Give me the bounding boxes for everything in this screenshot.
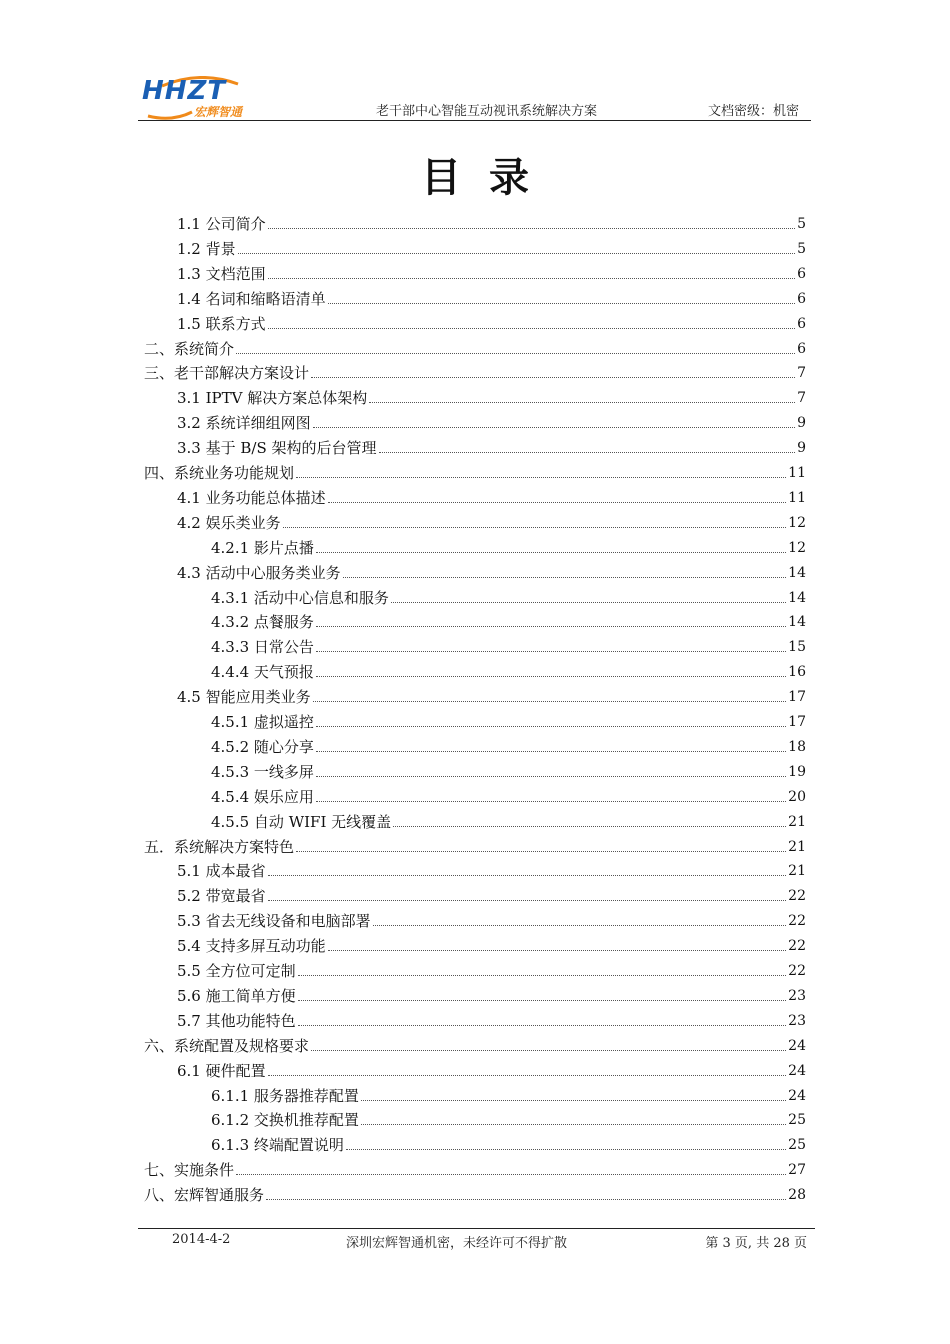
toc-entry[interactable] [144, 334, 806, 358]
toc-entry-label: 1.1 公司简介 [177, 215, 266, 233]
toc-entry[interactable] [177, 483, 806, 507]
toc-entry[interactable] [177, 956, 806, 980]
toc-entry[interactable] [211, 583, 806, 607]
toc-entry-label: 5.4 支持多屏互动功能 [177, 937, 326, 956]
toc-leader-dots [298, 975, 787, 976]
toc-entry-label: 3.1 IPTV 解决方案总体架构 [177, 389, 368, 408]
toc-entry-page: 14 [788, 589, 806, 606]
toc-leader-dots [268, 228, 795, 229]
toc-entry[interactable] [211, 807, 806, 831]
toc-entry[interactable] [144, 832, 806, 856]
toc-entry[interactable] [211, 1081, 806, 1105]
toc-entry-page: 16 [788, 664, 806, 681]
toc-entry-label: 四、系统业务功能规划 [144, 464, 295, 482]
toc-entry[interactable] [177, 1006, 806, 1030]
toc-entry-page: 7 [797, 365, 806, 382]
toc-leader-dots [393, 826, 786, 827]
toc-entry-page: 12 [788, 514, 806, 531]
footer-date: 2014-4-2 [172, 1232, 231, 1247]
toc-leader-dots [266, 1199, 786, 1200]
toc-entry[interactable] [211, 607, 806, 631]
toc-entry-page: 27 [788, 1162, 806, 1179]
toc-entry-label: 5.1 成本最省 [177, 862, 266, 881]
toc-leader-dots [361, 1100, 786, 1101]
toc-entry[interactable] [177, 881, 806, 905]
toc-leader-dots [316, 651, 786, 652]
toc-entry-label: 4.5.2 随心分享 [211, 737, 314, 756]
footer-confidential: 深圳宏辉智通机密，未经许可不得扩散 [346, 1236, 568, 1251]
toc-entry[interactable] [144, 1031, 806, 1055]
toc-entry-page: 21 [788, 813, 806, 830]
toc-leader-dots [313, 701, 787, 702]
page-header [138, 70, 811, 121]
toc-entry-label: 1.5 联系方式 [177, 314, 266, 333]
toc-entry-page: 21 [788, 838, 806, 855]
toc-leader-dots [296, 477, 786, 478]
toc-leader-dots [328, 303, 795, 304]
toc-entry[interactable] [211, 782, 806, 806]
toc-entry-label: 4.3 活动中心服务类业务 [177, 563, 341, 582]
toc-leader-dots [328, 502, 787, 503]
toc-entry-label: 4.5 智能应用类业务 [177, 688, 311, 707]
toc-leader-dots [298, 1025, 787, 1026]
toc-entry-label: 4.5.4 娱乐应用 [211, 787, 314, 806]
toc-entry-label: 4.2.1 影片点播 [211, 538, 314, 557]
toc-entry-label: 三、老干部解决方案设计 [144, 364, 310, 383]
toc-leader-dots [391, 602, 786, 603]
toc-entry-page: 20 [788, 788, 806, 805]
toc-entry-page: 6 [797, 315, 806, 332]
toc-entry[interactable] [144, 358, 806, 382]
toc-entry-page: 25 [788, 1137, 806, 1154]
toc-entry-label: 5.5 全方位可定制 [177, 962, 296, 980]
toc-entry-label: 3.2 系统详细组网图 [177, 414, 311, 433]
toc-entry-page: 9 [797, 440, 806, 457]
document-title: 老干部中心智能互动视讯系统解决方案 [376, 104, 598, 119]
toc-leader-dots [328, 950, 787, 951]
toc-entry[interactable] [177, 558, 806, 582]
toc-entry-page: 7 [797, 390, 806, 407]
toc-entry-page: 14 [788, 614, 806, 631]
footer-page-info: 第 3 页, 共 28 页 [705, 1236, 807, 1251]
toc-entry-label: 4.4.4 天气预报 [211, 663, 314, 682]
toc-leader-dots [316, 676, 786, 677]
toc-entry[interactable] [177, 259, 806, 283]
toc-entry-label: 4.2 娱乐类业务 [177, 513, 281, 532]
toc-entry-label: 4.3.3 日常公告 [211, 638, 314, 657]
toc-entry-page: 28 [788, 1187, 806, 1204]
toc-entry-label: 5.2 带宽最省 [177, 887, 266, 906]
toc-entry-page: 24 [788, 1062, 806, 1079]
toc-entry[interactable] [177, 856, 806, 880]
toc-entry-label: 5.6 施工简单方便 [177, 986, 296, 1005]
toc-entry[interactable] [177, 931, 806, 955]
toc-leader-dots [311, 1050, 786, 1051]
toc-leader-dots [316, 776, 786, 777]
toc-entry-page: 22 [788, 963, 806, 979]
toc-entry-page: 9 [797, 415, 806, 432]
toc-leader-dots [346, 1149, 786, 1150]
toc-entry-page: 22 [788, 938, 806, 955]
toc-entry-page: 5 [797, 240, 806, 257]
toc-leader-dots [316, 552, 786, 553]
toc-entry-page: 12 [788, 539, 806, 556]
toc-leader-dots [283, 527, 787, 528]
toc-entry[interactable] [211, 632, 806, 656]
toc-entry-page: 15 [788, 639, 806, 656]
page-footer [138, 1228, 815, 1259]
toc-leader-dots [379, 452, 796, 453]
toc-leader-dots [316, 726, 786, 727]
toc-entry[interactable] [211, 1105, 806, 1129]
toc-entry[interactable] [177, 209, 806, 233]
toc-entry[interactable] [177, 383, 806, 407]
toc-entry-page: 6 [797, 265, 806, 282]
logo-text: HHZT [142, 76, 227, 106]
toc-leader-dots [236, 353, 795, 354]
toc-leader-dots [238, 253, 795, 254]
toc-entry-label: 4.5.3 一线多屏 [211, 762, 314, 781]
toc-entry-label: 4.1 业务功能总体描述 [177, 488, 326, 507]
toc-leader-dots [373, 925, 787, 926]
logo-subtext: 宏辉智通 [194, 105, 243, 119]
toc-leader-dots [316, 751, 786, 752]
toc-entry[interactable] [211, 1130, 806, 1154]
toc-leader-dots [236, 1174, 786, 1175]
toc-title: 目录 [421, 155, 557, 201]
company-logo [142, 76, 254, 120]
toc-entry-page: 24 [788, 1087, 806, 1104]
toc-entry-page: 23 [788, 987, 806, 1004]
toc-entry-page: 23 [788, 1012, 806, 1029]
toc-entry-label: 4.5.1 虚拟遥控 [211, 713, 314, 731]
toc-entry-label: 4.5.5 自动 WIFI 无线覆盖 [211, 812, 392, 831]
toc-entry-label: 1.2 背景 [177, 239, 236, 258]
toc-leader-dots [268, 900, 787, 901]
toc-entry-page: 6 [797, 340, 806, 357]
toc-entry-label: 4.3.1 活动中心信息和服务 [211, 588, 389, 607]
toc-entry[interactable] [144, 458, 806, 482]
toc-entry[interactable] [177, 433, 806, 457]
toc-leader-dots [268, 1075, 787, 1076]
toc-entry-label: 6.1.1 服务器推荐配置 [211, 1086, 359, 1105]
toc-entry[interactable] [177, 981, 806, 1005]
toc-entry[interactable] [177, 309, 806, 333]
toc-entry-page: 22 [788, 888, 806, 905]
toc-entry-page: 14 [788, 564, 806, 581]
toc-entry[interactable] [211, 732, 806, 756]
toc-entry-label: 二、系统简介 [144, 339, 235, 358]
toc-entry-label: 3.3 基于 B/S 架构的后台管理 [177, 439, 377, 458]
toc-entry-label: 六、系统配置及规格要求 [144, 1036, 310, 1055]
toc-leader-dots [296, 851, 786, 852]
toc-entry-page: 24 [788, 1037, 806, 1054]
toc-entry-label: 6.1.2 交换机推荐配置 [211, 1111, 359, 1130]
toc-entry-page: 11 [788, 489, 806, 506]
toc-entry[interactable] [177, 1056, 806, 1080]
toc-entry-page: 18 [788, 738, 806, 755]
toc-leader-dots [316, 626, 786, 627]
toc-leader-dots [268, 278, 795, 279]
toc-entry[interactable] [211, 657, 806, 681]
toc-entry-page: 11 [788, 465, 806, 481]
toc-leader-dots [298, 1000, 787, 1001]
toc-entry-page: 19 [788, 763, 806, 780]
toc-entry-page: 6 [797, 290, 806, 307]
toc-entry-page: 5 [797, 216, 806, 232]
toc-entry-label: 6.1 硬件配置 [177, 1061, 266, 1080]
toc-entry-page: 22 [788, 913, 806, 930]
toc-entry[interactable] [144, 1155, 806, 1179]
toc-entry[interactable] [177, 682, 806, 706]
toc-entry-label: 五．系统解决方案特色 [144, 837, 295, 856]
toc-leader-dots [316, 801, 786, 802]
toc-entry[interactable] [211, 757, 806, 781]
toc-leader-dots [361, 1124, 786, 1125]
toc-entry-label: 6.1.3 终端配置说明 [211, 1136, 344, 1155]
toc-entry[interactable] [211, 533, 806, 557]
toc-entry[interactable] [144, 1180, 806, 1204]
toc-entry-label: 1.3 文档范围 [177, 264, 266, 283]
toc-leader-dots [311, 377, 795, 378]
toc-entry-page: 17 [788, 689, 806, 706]
toc-leader-dots [343, 577, 787, 578]
toc-entry-label: 5.7 其他功能特色 [177, 1011, 296, 1030]
toc-entry-page: 17 [788, 714, 806, 730]
toc-entry[interactable] [177, 234, 806, 258]
toc-leader-dots [313, 427, 795, 428]
classification-label: 文档密级：机密 [707, 104, 799, 119]
toc-entry[interactable] [177, 508, 806, 532]
toc-entry[interactable] [211, 707, 806, 731]
toc-entry-page: 25 [788, 1112, 806, 1129]
toc-entry-label: 八、宏辉智通服务 [144, 1186, 265, 1205]
toc-entry-label: 5.3 省去无线设备和电脑部署 [177, 912, 371, 931]
toc-entry-label: 4.3.2 点餐服务 [211, 613, 314, 632]
toc-leader-dots [268, 328, 795, 329]
toc-leader-dots [369, 402, 795, 403]
toc-entry-label: 1.4 名词和缩略语清单 [177, 289, 326, 308]
toc-entry[interactable] [177, 906, 806, 930]
toc-entry[interactable] [177, 284, 806, 308]
toc-entry[interactable] [177, 408, 806, 432]
toc-entry-label: 七、实施条件 [144, 1161, 235, 1180]
toc-entry-page: 21 [788, 863, 806, 880]
toc-leader-dots [268, 875, 787, 876]
